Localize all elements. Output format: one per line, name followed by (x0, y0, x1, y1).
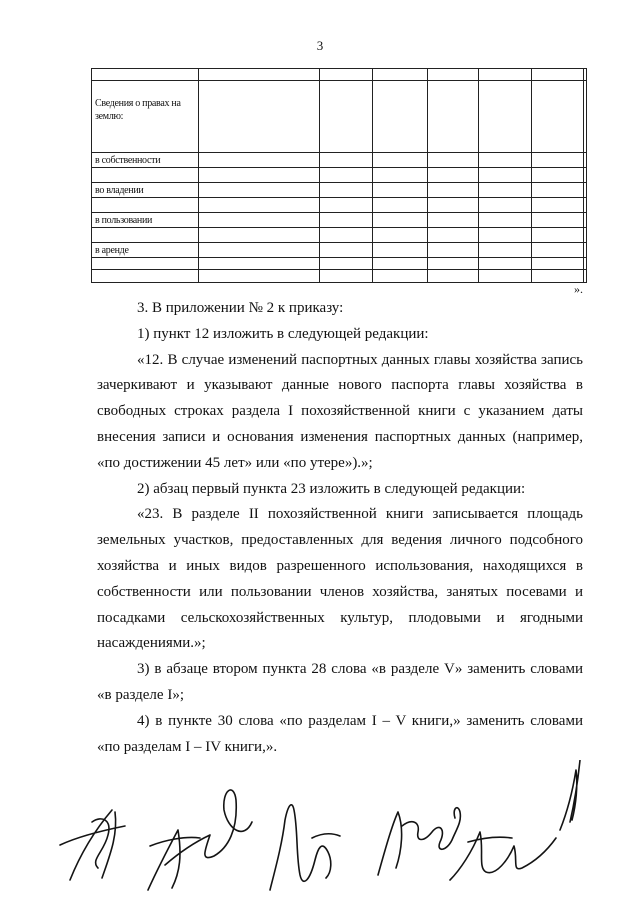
page-number: 3 (316, 38, 324, 53)
document-body (97, 296, 583, 760)
row-label: в аренде (92, 243, 199, 258)
table-row (92, 213, 587, 228)
signature-3 (270, 805, 340, 890)
signature-4 (378, 808, 460, 875)
table-closing-quote: ». (574, 282, 583, 296)
row-label: во владении (92, 183, 199, 198)
signatures (0, 760, 640, 905)
table-row (92, 153, 587, 168)
paragraph: «12. В случае изменений паспортных данных главы хозяйства запись зачеркивают и указывают данные нового паспорта главы хозяйства в свободных строках раздела I похозяйственной книги с указанием даты внесения записи и основания изменения паспортных данных (например, «по достижении 45 лет» или «по утере»).»; (97, 351, 583, 471)
paragraph: 3. В приложении № 2 к приказу: (137, 300, 344, 316)
paragraph: 1) пункт 12 изложить в следующей редакции: (137, 325, 429, 342)
table-row (92, 228, 587, 243)
signature-2 (148, 790, 252, 890)
table-row (92, 183, 587, 198)
table-row (92, 168, 587, 183)
signature-6 (560, 760, 580, 830)
paragraph: 2) абзац первый пункта 23 изложить в следующей редакции: (137, 480, 526, 497)
table-header-cell: Сведения о правах на землю: (92, 81, 199, 153)
table-row (92, 258, 587, 270)
row-label: в пользовании (92, 213, 199, 228)
table-row (92, 198, 587, 213)
signature-5 (450, 832, 556, 880)
paragraph: 4) в пункте 30 слова «по разделам I – V книги,» заменить словами «по разделам I – IV книги,». (97, 712, 583, 755)
table-row (92, 243, 587, 258)
table-row (92, 270, 587, 283)
table-row (92, 69, 587, 81)
row-label: в собственности (92, 153, 199, 168)
paragraph: 3) в абзаце втором пункта 28 слова «в разделе V» заменить словами «в разделе I»; (97, 661, 583, 703)
table-row (92, 81, 587, 153)
paragraph: «23. В разделе II похозяйственной книги записывается площадь земельных участков, предоставленных для ведения личного подсобного хозяйства и иных видов разрешенного использования, находящихся в собственности или пользовании членов хозяйства, занятых посевами и посадками сельскохозяйственных культур, плодовыми и ягодными насаждениями.»; (97, 506, 583, 652)
signature-1 (60, 810, 125, 880)
land-rights-table (91, 68, 587, 283)
